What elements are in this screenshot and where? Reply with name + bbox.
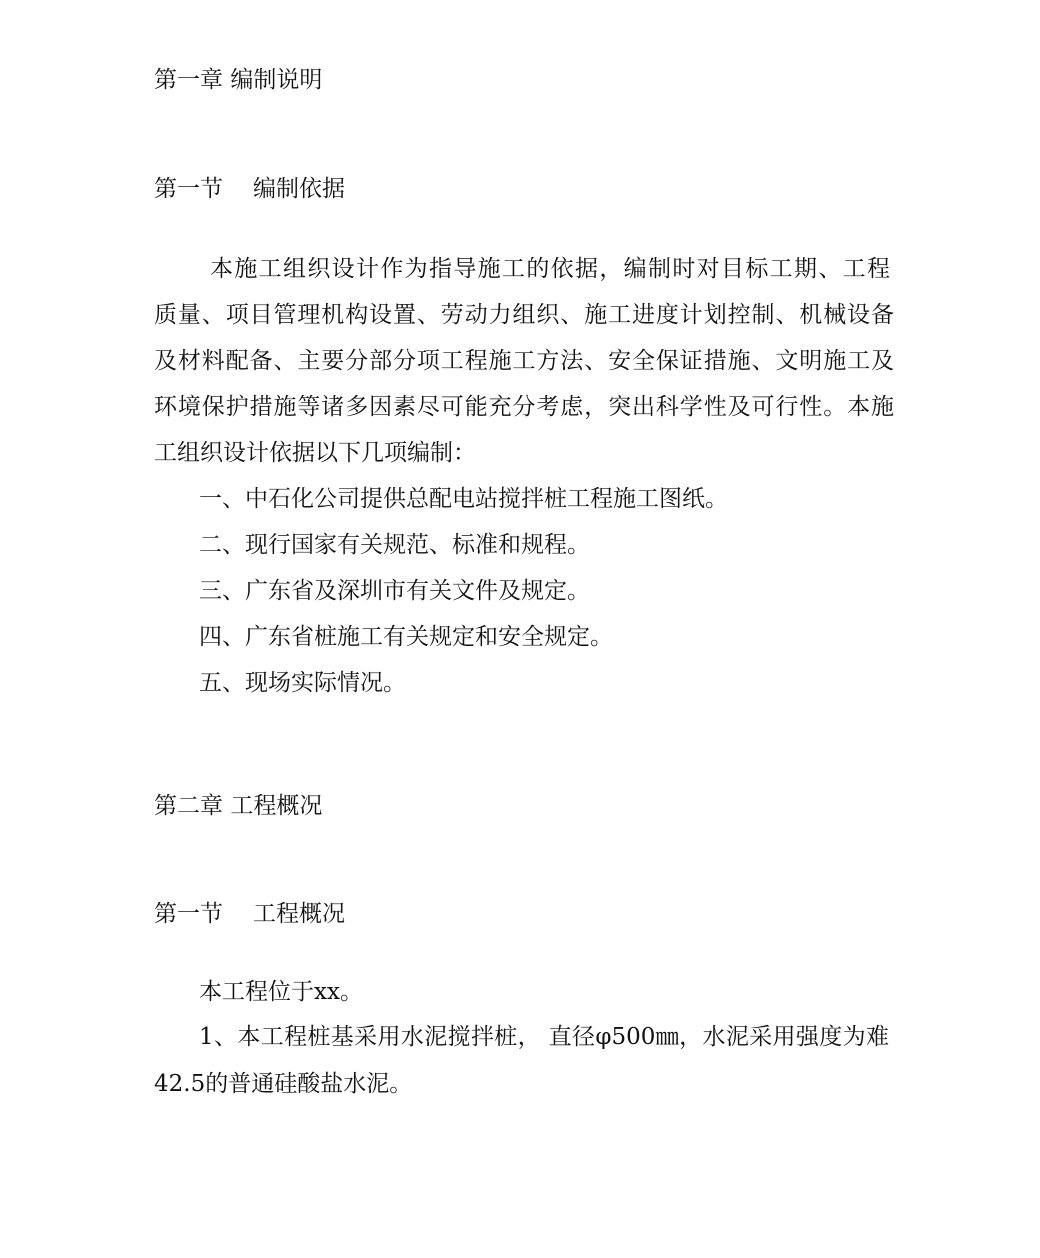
intro-line-3: 及材料配备、主要分部分项工程施工方法、安全保证措施、文明施工及 — [154, 348, 894, 374]
basis-item-4: 四、广东省桩施工有关规定和安全规定。 — [199, 624, 613, 650]
intro-line-5: 工组织设计依据以下几项编制： — [154, 440, 476, 466]
section-1-1-title: 编制依据 — [253, 176, 345, 202]
section-1-1-label: 第一节 — [154, 176, 223, 202]
basis-item-1: 一、中石化公司提供总配电站搅拌桩工程施工图纸。 — [199, 486, 728, 512]
section-2-1-title: 工程概况 — [253, 901, 345, 927]
chapter-2-heading — [154, 791, 894, 821]
chapter-1-heading — [154, 65, 894, 95]
intro-line-1: 本施工组织设计作为指导施工的依据，编制时对目标工期、工程 — [210, 256, 890, 282]
section-2-1-heading — [154, 899, 894, 929]
intro-line-2: 质量、项目管理机构设置、劳动力组织、施工进度计划控制、机械设备 — [154, 302, 894, 328]
basis-item-3: 三、广东省及深圳市有关文件及规定。 — [199, 578, 590, 604]
overview-item-1-line-1: 1、本工程桩基采用水泥搅拌桩， 直径φ500㎜，水泥采用强度为难 — [199, 1024, 889, 1050]
intro-line-4: 环境保护措施等诸多因素尽可能充分考虑，突出科学性及可行性。本施 — [154, 394, 894, 420]
chapter-1-title: 编制说明 — [230, 67, 323, 93]
chapter-1-label: 第一章 — [154, 67, 223, 93]
chapter-2-label: 第二章 — [154, 793, 223, 819]
overview-location: 本工程位于xx。 — [199, 979, 363, 1005]
basis-item-5: 五、现场实际情况。 — [199, 670, 406, 696]
section-2-1-label: 第一节 — [154, 901, 223, 927]
section-1-1-heading — [154, 174, 894, 204]
overview-item-1-line-2: 42.5的普通硅酸盐水泥。 — [154, 1071, 413, 1097]
basis-item-2: 二、现行国家有关规范、标准和规程。 — [199, 532, 590, 558]
chapter-2-title: 工程概况 — [230, 793, 323, 819]
